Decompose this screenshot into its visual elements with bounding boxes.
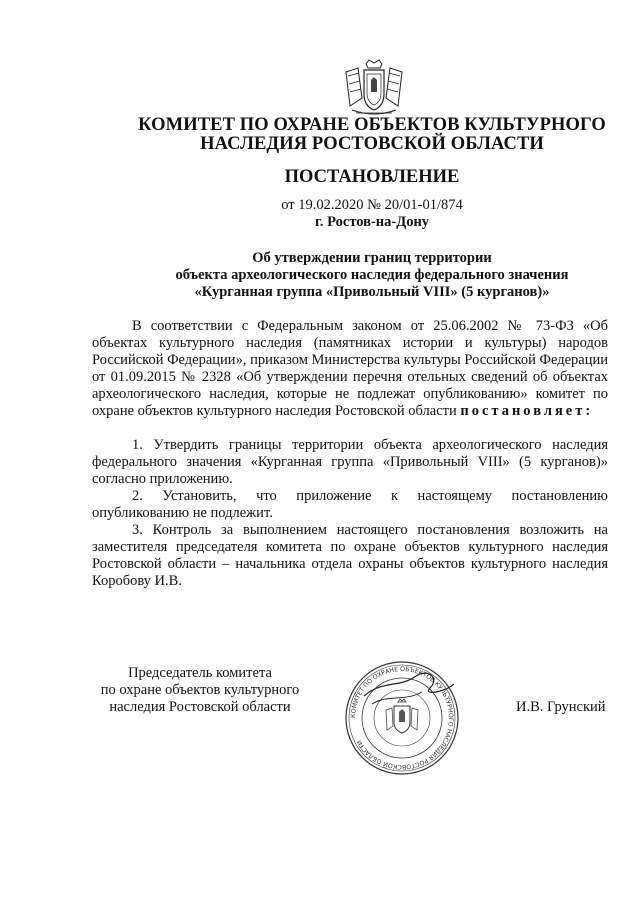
subject-line2: объекта археологического наследия федерального значения <box>175 267 569 283</box>
signatory-position <box>90 665 310 716</box>
document-city: г. Ростов-на-Дону <box>314 214 430 230</box>
seal-text: КОМИТЕТ ПО ОХРАНЕ ОБЪЕКТОВ КУЛЬТУРНОГО НАСЛЕДИЯ РОСТОВСКОЙ ОБЛАСТИ <box>349 665 455 771</box>
document-date-number: от 19.02.2020 № 20/01-01/874 <box>281 197 463 213</box>
document-subject <box>92 250 640 301</box>
coat-of-arms-icon <box>338 58 410 120</box>
subject-line1: Об утверждении границ территории <box>252 250 492 266</box>
resolves-word: постановляет: <box>460 403 594 419</box>
item-3: 3. Контроль за выполнением настоящего постановления возложить на заместителя председателя комитета по охране объектов культурного наследия Ростовской области – начальника отдела охраны объектов культурного наследия Коробову И.В. <box>92 522 608 589</box>
item-1: 1. Утвердить границы территории объекта археологического наследия федерального значения «Курганная группа «Привольный VIII» (5 курганов)» согласно приложению. <box>92 437 608 487</box>
document-type: ПОСТАНОВЛЕНИЕ <box>284 167 460 187</box>
preamble-paragraph <box>92 318 608 420</box>
position-line3: наследия Ростовской области <box>109 699 291 715</box>
item-2: 2. Установить, что приложение к настоящему постановлению опубликованию не подлежит. <box>92 488 608 521</box>
subject-line3: «Курганная группа «Привольный VIII» (5 курганов)» <box>194 284 550 300</box>
committee-name <box>92 116 640 154</box>
signatory-name: И.В. Грунский <box>516 699 606 715</box>
preamble-text: В соответствии с Федеральным законом от 25.06.2002 № 73-ФЗ «Об объектах культурного наследия (памятниках истории и культуры) народов Российской Федерации», приказом Министерства культуры Российской Федерации от 01.09.2015 № 2328 «Об утверждении перечня отельных сведений об объектах археологического наследия, которые не подлежат опубликованию» комитет по охране объектов культурного наследия Ростовской области <box>92 318 608 419</box>
position-line1: Председатель комитета <box>128 665 272 681</box>
committee-name-line1: КОМИТЕТ ПО ОХРАНЕ ОБЪЕКТОВ КУЛЬТУРНОГО <box>138 115 606 135</box>
committee-name-line2: НАСЛЕДИЯ РОСТОВСКОЙ ОБЛАСТИ <box>200 134 544 154</box>
official-seal-icon <box>342 658 462 778</box>
document-body <box>92 318 608 590</box>
position-line2: по охране объектов культурного <box>100 682 300 698</box>
